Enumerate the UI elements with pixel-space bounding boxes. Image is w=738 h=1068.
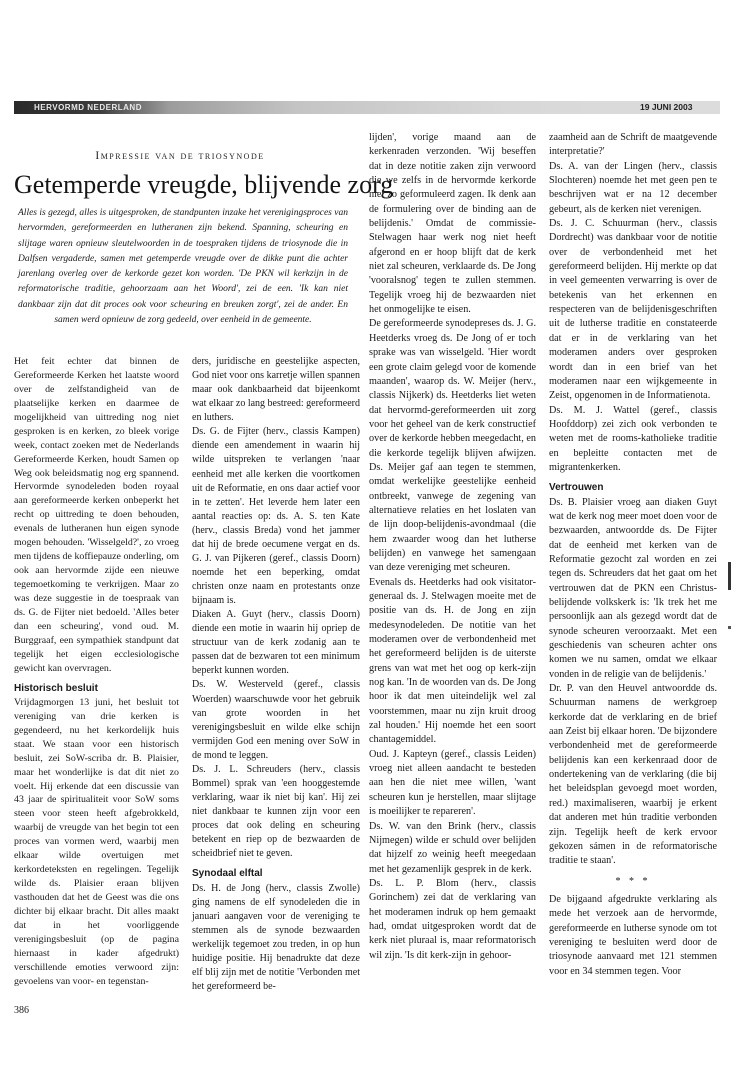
paragraph: Ds. M. J. Wattel (geref., classis Hoofddorp) zei zich ook verbonden te weten met de rooms-katholieke traditie en bepleitte contacten met de migrantenkerken. <box>549 404 717 473</box>
paragraph: De bijgaand afgedrukte verklaring als mede het verzoek aan de hervormde, gereformeerde en lutherse synode om tot vereniging te besluiten werd door de triosynode aanvaard met 121 stemmen voor en 34 stemmen tegen. Voor <box>549 893 717 977</box>
paragraph: Vrijdagmorgen 13 juni, het besluit tot vereniging van drie kerken is gegendeerd, nu het kerkordelijk huis staat. We staan voor een historisch besluit, zei SoW-scriba dr. B. Plaisier, maar het wonderlijke is dat dit niet zo voelt. Hij erkende dat een discussie van 43 jaar de spiritualiteit voor SoW soms steen voor steen heeft afgebrokkeld, waarbij de vreugde van het begin tot een proces van vormen werd, waarbij men elkaar wilde overtuigen met kerkordeteksten en regelingen. Tegelijk wilde ds. Plaisier eraan blijven vasthouden dat het de Geest was die ons dichter bij elkaar bracht. Dit alles maakt dat in het voorliggende verenigingsbesluit (op de pagina hiernaast in kader afgedrukt) verschillende emoties verwoord zijn: gevoelens van voor- en tegenstan- <box>14 696 179 987</box>
paragraph: Ds. W. van den Brink (herv., classis Nijmegen) wilde er schuld over belijden dat hijzelf zo weinig heeft meegedaan met het gezamenlijk gesprek in de kerk. <box>369 820 536 875</box>
issue-date: 19 JUNI 2003 <box>640 102 693 112</box>
margin-dot <box>728 626 731 629</box>
page-number: 386 <box>14 1005 29 1016</box>
column-2 <box>192 355 360 994</box>
paragraph: Ds. B. Plaisier vroeg aan diaken Guyt wat de kerk nog meer moet doen voor de bezwaarden, antwoordde ds. De Fijter dat de eenheid met kerken van de Reformatie gezocht zal worden en zei tegen ds. Schreuders dat het gaat om het vertrouwen dat de PKN een Christus-belijdende volkskerk is: 'Ik trek het me persoonlijk aan als gezegd wordt dat de synode scheuren veroorzaakt. Met een geschiedenis van scheuren achter ons komen we nu samen, omdat we elkaar vonden in de religie van de belijdenis.' <box>549 496 717 680</box>
article-kicker: Impressie van de triosynode <box>95 150 265 162</box>
paragraph: Ds. J. C. Schuurman (herv., classis Dordrecht) was dankbaar voor de notitie over de verbondenheid met het gereformeerd belijden. Hij merkte op dat in veel gemeenten verwarring is over de betekenis van het erkennen en respecteren van de belijdenisgeschriften uit de lutherse traditie en constateerde dat er in de verklaring van het moderamen anders over gesproken wordt dan in een brief van het moderamen naar een wijkgemeente in Zeist, opgenomen in de Informatienota. <box>549 218 717 402</box>
paragraph: De gereformeerde synodepreses ds. J. G. Heetderks vroeg ds. De Jong of er toch sprake was van wisselgeld. 'Hier wordt een grote claim gelegd voor de komende maanden', waarop ds. W. Meijer (herv., classis Nijkerk) ds. Heetderks liet weten dat hervormd-gereformeerden uit zorg voor het geheel van de kerk constructief over de kerkorde hebben meegedacht, en die kerkorde tegelijk blijven afwijzen. Ds. Meijer gaf aan tegen te stemmen, omdat werkelijke geestelijke eenheid ontbreekt, vanwege de zegening van alternatieve relaties en het loslaten van de lijn doop-belijdenis-avondmaal (die hem zwaarder woog dan het lutherse belijden) en vanwege het samengaan van deze vereniging met scheuren. <box>369 318 536 574</box>
margin-mark <box>728 562 731 590</box>
paragraph: Het feit echter dat binnen de Gereformeerde Kerken het laatste woord over de zelfstandigheid van de plaatselijke kerken en daarmee de mogelijkheid van uittreding nog niet gesproken is en kerken, zo bleek vorige week, contact zoeken met de Nederlands Gereformeerde Kerken, houdt Samen op Weg ook beleidsmatig nog erg spannend. Hervormde synodeleden boden royaal aan gereformeerde kerken onbeperkt het recht op uittreding te doen behouden, evenals de lutheranen hun eigen synode mogen behouden. 'Wisselgeld?', zo vroeg men tijdens de koffiepauze onderling, om ook aan hervormde zijde een nieuwe tegemoetkoming te verkrijgen. Maar zo was deze suggestie in de toespraak van ds. G. de Fijter niet bedoeld. 'Alles beter dan een scheuring', vond oud. M. Burggraaf, een sympathiek standpunt dat tegelijk het eigen ecclesiologische gewicht kan overvragen. <box>14 356 179 674</box>
paragraph: zaamheid aan de Schrift de maatgevende interpretatie?' <box>549 132 717 158</box>
subheading-synodaal-elftal: Synodaal elftal <box>192 868 263 880</box>
article-intro <box>18 206 348 328</box>
column-1 <box>14 355 179 989</box>
paragraph: ders, juridische en geestelijke aspecten, God niet voor ons karretje willen spannen maar ook dankbaarheid dat bijeenkomt wat elkaar zo lang bestreed: gereformeerd en luthers. <box>192 356 360 424</box>
column-3 <box>369 131 536 963</box>
paragraph: Evenals ds. Heetderks had ook visitator-generaal ds. J. Stelwagen moeite met de positie van ds. H. de Jong en zijn medesynodeleden. De notitie van het moderamen over de verbondenheid met het gereformeerd belijden is de uiterste grens van wat met het oog op kerk-zijn nog kan. 'In de woorden van ds. De Jong hoor ik dat men uiteindelijk wel zal voorstemmen, maar nu zijn kruit droog zal houden.' Hij noemde het een soort chantagemiddel. <box>369 576 536 746</box>
subheading-vertrouwen: Vertrouwen <box>549 482 604 494</box>
intro-text: Alles is gezegd, alles is uitgesproken, de standpunten inzake het verenigingsproces van hervormden, gereformeerden en lutheranen zijn bekend. Spanning, scheuring en slijtage waren opnieuw sleutelwoorden in de toespraken tijdens de triosynode die in Dalfsen vergaderde, samen met getemperde vreugde over de dikke punt die achter jarenlang overleg over de kerkorde gezet kon worden. 'De PKN wil kerkzijn in de reformatorische traditie, gehoorzaam aan het Woord', zei de een. 'Ik kan niet dankbaar zijn dat dit proces ook voor scheuring en breuken zorgt', zei de ander. En samen werd opnieuw de zorg gedeeld, over eenheid in de gemeente. <box>18 208 348 326</box>
paragraph: Ds. L. P. Blom (herv., classis Gorinchem) zei dat de verklaring van het moderamen indruk op hem gemaakt had, omdat uitgesproken wordt dat de kerk niet pluraal is, maar reformatorisch wil zijn. 'Is dit kerk-zijn in gehoor- <box>369 877 536 961</box>
column-4 <box>549 131 717 979</box>
paragraph: Ds. H. de Jong (herv., classis Zwolle) ging namens de elf synodeleden die in januari aangaven voor de vereniging te stemmen als de synode bezwaarden werkelijk tegemoet zou treden, in op hun huidige positie. Hij benadrukte dat deze elf blij zijn met de notitie 'Verbonden met het gereformeerd be- <box>192 882 360 993</box>
article-title: Getemperde vreugde, blijvende zorg <box>14 170 394 199</box>
subheading-historisch-besluit: Historisch besluit <box>14 682 98 694</box>
paragraph: lijden', vorige maand aan de kerkenraden verzonden. 'Wij beseffen dat in deze notitie zaken zijn verwoord die we zelfs in de hervormde kerkorde niet zo geformuleerd zagen. Ik denk aan de formulering over de binding aan de belijdenis.' Omdat de commissie-Stelwagen haar werk nog niet heeft afgerond en er hoop blijft dat de kerk niet zal scheuren, verklaarde ds. De Jong 'vooralsnog' tegen te zullen stemmen. Tegelijk vroeg hij de bezwaarden niet het onmogelijke te eisen. <box>369 132 536 316</box>
paragraph: Ds. W. Westerveld (geref., classis Woerden) waarschuwde voor het gebruik van grote woorden in het verenigingsbesluit en wilde elke schijn vermijden God een mening over SoW in de mond te leggen. <box>192 679 360 761</box>
paragraph: Ds. A. van der Lingen (herv., classis Slochteren) noemde het met geen pen te beschrijven wat er na 12 december gebeurt, als de kerken niet verenigen. <box>549 160 717 215</box>
publication-label: HERVORMD NEDERLAND <box>34 103 142 112</box>
paragraph: Diaken A. Guyt (herv., classis Doorn) diende een motie in waarin hij opriep de structuur van de kerk zodanig aan te passen dat de bezwaren tot een minimum beperkt kunnen worden. <box>192 609 360 677</box>
paragraph: Oud. J. Kapteyn (geref., classis Leiden) vroeg niet alleen aandacht te besteden aan hen die niet mee willen, 'want scheuren kun je herstellen, maar slijtage is moeilijker te repareren'. <box>369 748 536 818</box>
paragraph: Ds. J. L. Schreuders (herv., classis Bommel) sprak van 'een hooggestemde verklaring, waar ik niet bij kan'. Hij zei niet dankbaar te kunnen zijn voor een proces dat ook deling en scheuring betekent en riep op de bezwaarden de scheidbrief niet te geven. <box>192 763 360 860</box>
paragraph: Ds. G. de Fijter (herv., classis Kampen) diende een amendement in waarin hij wilde uitspreken te verlangen 'naar eenheid met alle kerken die voortkomen uit de Reformatie, en ons daar actief voor in te zetten'. Het leverde hem later een aantal reacties op: ds. A. S. ten Kate (herv., classis Breda) vond het jammer dat hij de brede oecumene vergat en ds. G. J. van Pijkeren (geref., classis Doorn) noemde het een beperking, omdat christen onze naam en protestants onze bijnaam is. <box>192 426 360 607</box>
paragraph: Dr. P. van den Heuvel antwoordde ds. Schuurman namens de werkgroep kerkorde dat de verklaring en de brief aan Zeist bij elkaar horen. 'De bijzondere verbondenheid met de gereformeerde belijdenis kan een kerkenraad door de ondertekening van de verklaring (die bij het beleidsplan gevoegd moet worden, red.) maximaliseren, waarbij je erkent dat anderen met hún traditie verbonden zijn. Tegelijk heeft de kerk ervoor gekozen sámen in de reformatorische traditie te staan'. <box>549 683 717 867</box>
section-break-stars: * * * <box>615 875 651 887</box>
